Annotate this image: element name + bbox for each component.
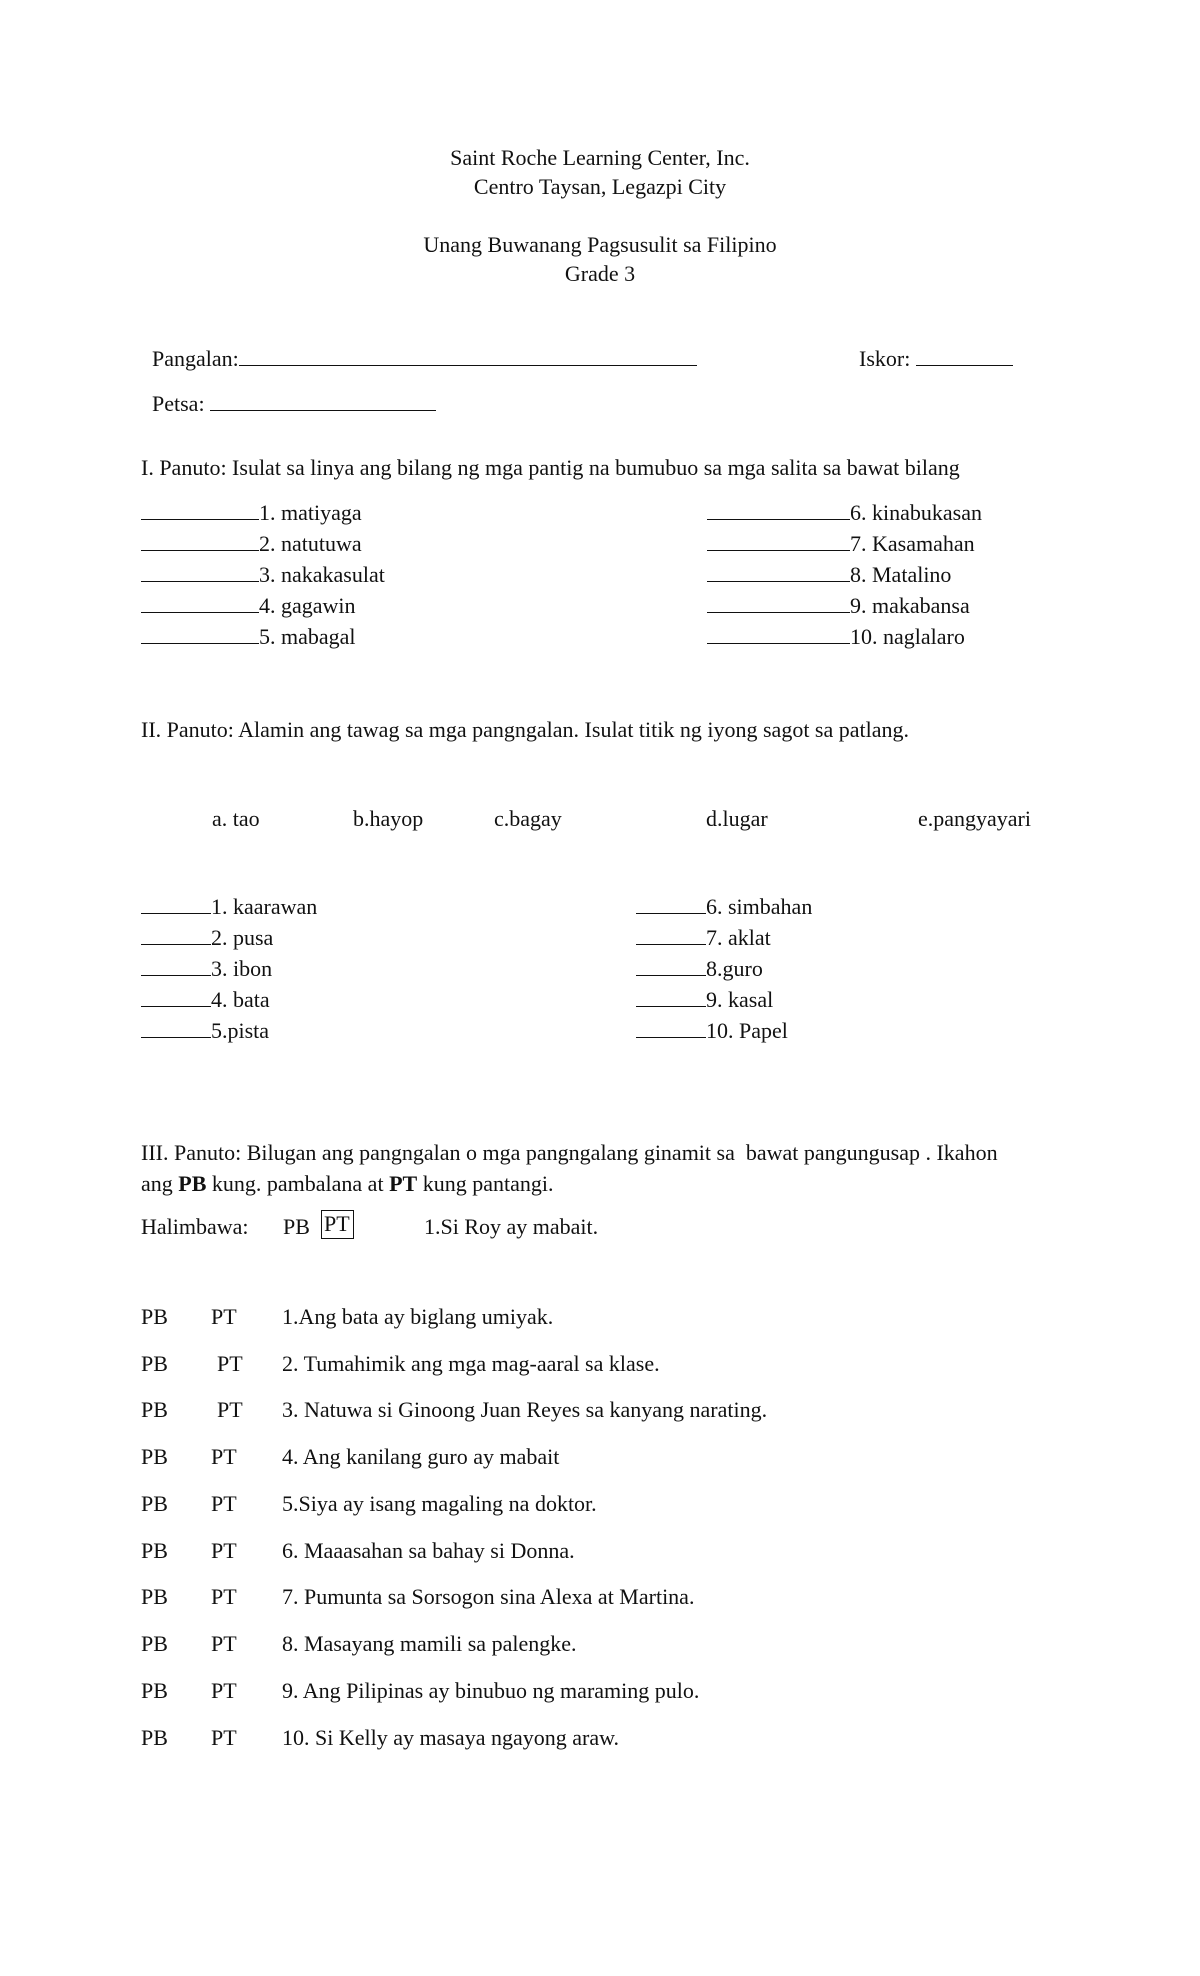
sentence-item: 7. Pumunta sa Sorsogon sina Alexa at Martina. (282, 1584, 695, 1609)
item-text: 1. kaarawan (211, 894, 318, 919)
pb-option[interactable]: PB (141, 1725, 168, 1750)
item-text: 5. mabagal (259, 624, 356, 649)
item-text: 6. simbahan (706, 894, 813, 919)
sentence-item: 9. Ang Pilipinas ay binubuo ng maraming pulo. (282, 1678, 700, 1703)
date-label: Petsa: (152, 391, 205, 417)
item-text: 1. matiyaga (259, 500, 362, 525)
answer-blank[interactable] (141, 974, 211, 976)
pt-option[interactable]: PT (211, 1678, 237, 1703)
choice-d: d.lugar (706, 806, 768, 831)
pt-option[interactable]: PT (211, 1631, 237, 1656)
school-name: Saint Roche Learning Center, Inc. (450, 145, 750, 170)
answer-blank[interactable] (141, 611, 259, 613)
part2-item[interactable] (636, 987, 773, 1013)
pb-option[interactable]: PB (141, 1631, 168, 1656)
pt-option[interactable]: PT (217, 1351, 243, 1376)
part1-item[interactable] (707, 500, 982, 526)
part3-instruction-line2 (141, 1171, 553, 1197)
part2-item[interactable] (636, 894, 812, 920)
sentence-item: 1.Ang bata ay biglang umiyak. (282, 1304, 554, 1329)
pb-option[interactable]: PB (141, 1538, 168, 1563)
example-pt: PT (321, 1210, 354, 1239)
pt-option[interactable]: PT (211, 1538, 237, 1563)
answer-blank[interactable] (141, 549, 259, 551)
item-text: 5.pista (211, 1018, 270, 1043)
pt-option[interactable]: PT (211, 1725, 237, 1750)
item-text: 10. naglalaro (850, 624, 965, 649)
sentence-item: 4. Ang kanilang guro ay mabait (282, 1444, 560, 1469)
answer-blank[interactable] (707, 518, 850, 520)
pt-option[interactable]: PT (217, 1397, 243, 1422)
pb-option[interactable]: PB (141, 1304, 168, 1329)
answer-blank[interactable] (141, 943, 211, 945)
pb-option[interactable]: PB (141, 1444, 168, 1469)
answer-blank[interactable] (141, 518, 259, 520)
part2-item[interactable] (141, 894, 317, 920)
example-pb: PB (283, 1214, 310, 1239)
pb-option[interactable]: PB (141, 1397, 168, 1422)
item-text: 4. bata (211, 987, 270, 1012)
item-text: 2. natutuwa (259, 531, 362, 556)
sentence-item: 8. Masayang mamili sa palengke. (282, 1631, 577, 1656)
item-text: 9. makabansa (850, 593, 970, 618)
part1-item[interactable] (707, 562, 951, 588)
part2-instruction: II. Panuto: Alamin ang tawag sa mga pangngalan. Isulat titik ng iyong sagot sa patlang. (141, 717, 910, 742)
answer-blank[interactable] (707, 642, 850, 644)
answer-blank[interactable] (636, 912, 706, 914)
pt-option[interactable]: PT (211, 1584, 237, 1609)
choice-c: c.bagay (494, 806, 562, 831)
item-text: 9. kasal (706, 987, 774, 1012)
grade-level: Grade 3 (564, 261, 636, 286)
sentence-item: 3. Natuwa si Ginoong Juan Reyes sa kanyang narating. (282, 1397, 768, 1422)
instruction-text: kung pantangi. (417, 1171, 554, 1196)
item-text: 10. Papel (706, 1018, 788, 1043)
item-text: 3. ibon (211, 956, 273, 981)
name-label: Pangalan: (152, 346, 239, 372)
part1-item[interactable] (141, 562, 385, 588)
instruction-text: kung. pambalana at (206, 1171, 390, 1196)
score-field[interactable] (848, 320, 1013, 373)
part1-item[interactable] (141, 531, 362, 557)
sentence-item: 2. Tumahimik ang mga mag-aaral sa klase. (282, 1351, 660, 1376)
part2-item[interactable] (636, 925, 771, 951)
answer-blank[interactable] (636, 1036, 706, 1038)
pb-option[interactable]: PB (141, 1491, 168, 1516)
part1-item[interactable] (707, 531, 975, 557)
part2-item[interactable] (636, 1018, 788, 1044)
sentence-item: 5.Siya ay isang magaling na doktor. (282, 1491, 597, 1516)
pt-option[interactable]: PT (211, 1304, 237, 1329)
answer-blank[interactable] (141, 1005, 211, 1007)
pt-option[interactable]: PT (211, 1491, 237, 1516)
part2-item[interactable] (141, 1018, 269, 1044)
pb-option[interactable]: PB (141, 1678, 168, 1703)
pb-option[interactable]: PB (141, 1584, 168, 1609)
answer-blank[interactable] (141, 1036, 211, 1038)
example-pt-box (321, 1211, 354, 1237)
answer-blank[interactable] (707, 611, 850, 613)
school-address: Centro Taysan, Legazpi City (473, 174, 727, 199)
item-text: 8.guro (706, 956, 763, 981)
score-label: Iskor: (859, 346, 911, 372)
sentence-item: 10. Si Kelly ay masaya ngayong araw. (282, 1725, 620, 1750)
exam-title: Unang Buwanang Pagsusulit sa Filipino (423, 232, 777, 257)
instruction-text: ang (141, 1171, 179, 1196)
item-text: 6. kinabukasan (850, 500, 982, 525)
answer-blank[interactable] (636, 1005, 706, 1007)
item-text: 7. Kasamahan (850, 531, 975, 556)
item-text: 4. gagawin (259, 593, 356, 618)
example-sentence: 1.Si Roy ay mabait. (424, 1214, 599, 1239)
pt-term: PT (389, 1171, 418, 1196)
part2-item[interactable] (141, 925, 273, 951)
part2-item[interactable] (141, 987, 270, 1013)
sentence-item: 6. Maaasahan sa bahay si Donna. (282, 1538, 575, 1563)
part2-item[interactable] (636, 956, 763, 982)
pt-option[interactable]: PT (211, 1444, 237, 1469)
answer-blank[interactable] (636, 943, 706, 945)
choice-e: e.pangyayari (918, 806, 1031, 831)
answer-blank[interactable] (707, 549, 850, 551)
part1-item[interactable] (707, 593, 970, 619)
answer-blank[interactable] (707, 580, 850, 582)
choice-b: b.hayop (353, 806, 424, 831)
date-field[interactable] (141, 365, 436, 418)
pb-option[interactable]: PB (141, 1351, 168, 1376)
answer-blank[interactable] (141, 642, 259, 644)
example-label: Halimbawa: (141, 1214, 249, 1239)
item-text: 3. nakakasulat (259, 562, 385, 587)
part1-item[interactable] (707, 624, 965, 650)
item-text: 7. aklat (706, 925, 771, 950)
part1-instruction: I. Panuto: Isulat sa linya ang bilang ng mga pantig na bumubuo sa mga salita sa bawat bilang (141, 455, 960, 480)
choice-a: a. tao (212, 806, 260, 831)
pb-term: PB (178, 1171, 207, 1196)
item-text: 2. pusa (211, 925, 274, 950)
part3-instruction-line1: III. Panuto: Bilugan ang pangngalan o mga pangngalang ginamit sa bawat pangungusap . Ikahon (141, 1140, 998, 1165)
date-blank[interactable] (210, 409, 436, 411)
answer-blank[interactable] (141, 580, 259, 582)
part1-item[interactable] (141, 624, 356, 650)
answer-blank[interactable] (636, 974, 706, 976)
part2-item[interactable] (141, 956, 272, 982)
score-blank[interactable] (916, 364, 1013, 366)
item-text: 8. Matalino (850, 562, 952, 587)
part1-item[interactable] (141, 593, 356, 619)
part1-item[interactable] (141, 500, 362, 526)
answer-blank[interactable] (141, 912, 211, 914)
